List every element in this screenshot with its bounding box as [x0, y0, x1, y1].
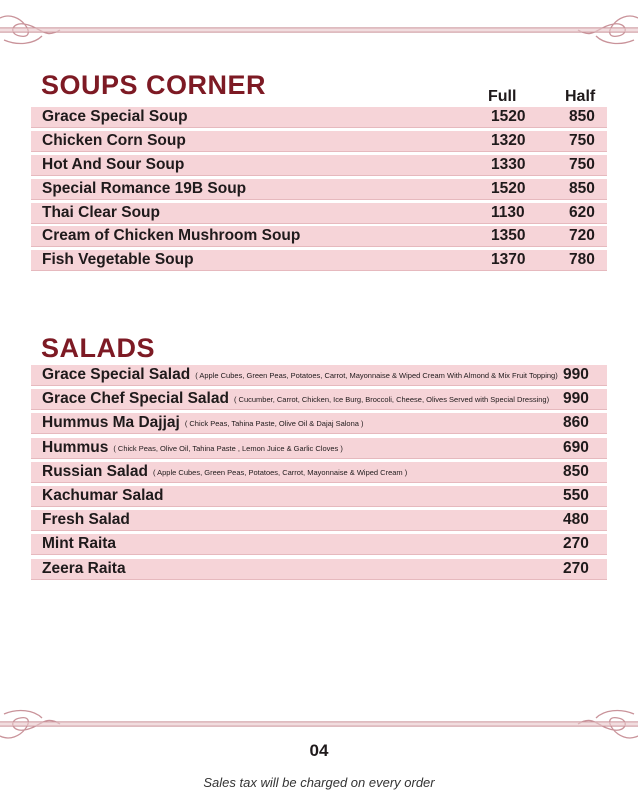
salad-name-wrap	[42, 365, 558, 386]
soup-row	[31, 107, 607, 127]
soup-full-price: 1330	[491, 155, 526, 173]
soup-half-price: 780	[569, 251, 595, 269]
salad-row	[31, 486, 607, 506]
soup-full-price: 1130	[491, 203, 525, 221]
salad-row	[31, 510, 607, 530]
salad-price: 270	[563, 559, 589, 577]
soup-row	[31, 131, 607, 151]
soup-row	[31, 226, 607, 246]
salad-price: 690	[563, 438, 589, 456]
salad-description: ( Apple Cubes, Green Peas, Potatoes, Carrot, Mayonnaise & Wiped Cream With Almond & Mix Fruit Topping)	[195, 371, 558, 380]
soup-half-price: 750	[569, 131, 595, 149]
page-number: 04	[309, 741, 329, 760]
salad-price: 480	[563, 511, 589, 529]
soup-row	[31, 155, 607, 175]
salad-name-wrap	[42, 559, 126, 579]
salad-name-wrap	[42, 486, 163, 506]
salad-description: ( Chick Peas, Tahina Paste, Olive Oil & Dajaj Salona )	[184, 419, 364, 429]
salad-name: Hummus Ma Dajjaj	[42, 414, 180, 432]
soup-name: Chicken Corn Soup	[42, 131, 186, 149]
soups-section-title: SOUPS CORNER	[41, 70, 267, 100]
soup-full-price: 1320	[491, 131, 526, 149]
sales-tax-note: Sales tax will be charged on every order	[203, 775, 435, 790]
salad-price: 850	[563, 462, 589, 480]
salad-description: ( Apple Cubes, Green Peas, Potatoes, Carrot, Mayonnaise & Wiped Cream )	[152, 467, 408, 477]
soup-half-price: 720	[569, 227, 595, 245]
salad-row	[31, 438, 607, 458]
salad-row	[31, 534, 607, 554]
soup-full-price: 1520	[491, 108, 526, 125]
salad-name: Kachumar Salad	[42, 486, 164, 504]
soup-full-price: 1520	[491, 179, 526, 197]
salad-name: Hummus	[42, 438, 109, 456]
salad-name-wrap	[42, 438, 343, 459]
salad-price: 860	[563, 414, 589, 432]
soup-row	[31, 179, 607, 199]
salad-name-wrap	[42, 510, 130, 530]
soup-row	[31, 250, 607, 270]
salad-row	[31, 365, 607, 385]
soup-row	[31, 203, 607, 223]
salad-name: Russian Salad	[42, 462, 148, 480]
salad-description: ( Cucumber, Carrot, Chicken, Ice Burg, Broccoli, Cheese, Olives Served with Special Dressing)	[233, 395, 550, 405]
salad-price: 270	[563, 535, 589, 553]
soup-name: Thai Clear Soup	[42, 203, 160, 221]
salad-row	[31, 413, 607, 433]
soup-name: Grace Special Soup	[42, 108, 188, 125]
salads-section-title: SALADS	[41, 333, 156, 363]
soup-full-price: 1370	[491, 251, 526, 269]
salads-list	[31, 365, 607, 583]
salad-name: Mint Raita	[42, 535, 117, 553]
salad-name-wrap	[42, 389, 549, 410]
salad-name: Zeera Raita	[42, 559, 126, 577]
soup-name: Fish Vegetable Soup	[42, 251, 194, 269]
soup-full-price: 1350	[491, 227, 526, 245]
soup-half-price: 750	[569, 155, 595, 173]
soups-list	[31, 107, 607, 274]
salad-name-wrap	[42, 534, 116, 554]
salad-name-wrap	[42, 413, 364, 434]
full-column-header: Full	[488, 88, 517, 105]
top-ornament-divider	[0, 10, 638, 50]
salad-name: Grace Special Salad	[42, 366, 191, 383]
salad-description: ( Chick Peas, Olive Oil, Tahina Paste , Lemon Juice & Garlic Cloves )	[113, 443, 343, 453]
soup-name: Cream of Chicken Mushroom Soup	[42, 227, 301, 245]
salad-price: 990	[563, 390, 589, 408]
salad-name: Grace Chef Special Salad	[42, 390, 229, 408]
salad-row	[31, 389, 607, 409]
salad-price: 990	[563, 366, 589, 383]
salad-name: Fresh Salad	[42, 511, 130, 529]
half-column-header: Half	[565, 88, 596, 105]
soup-half-price: 850	[569, 179, 595, 197]
salad-row	[31, 559, 607, 579]
salad-price: 550	[563, 486, 589, 504]
salad-row	[31, 462, 607, 482]
soup-name: Hot And Sour Soup	[42, 155, 185, 173]
soup-half-price: 850	[569, 108, 595, 125]
salad-name-wrap	[42, 462, 407, 483]
soup-name: Special Romance 19B Soup	[42, 179, 247, 197]
soup-half-price: 620	[569, 203, 595, 221]
bottom-ornament-divider	[0, 704, 638, 744]
